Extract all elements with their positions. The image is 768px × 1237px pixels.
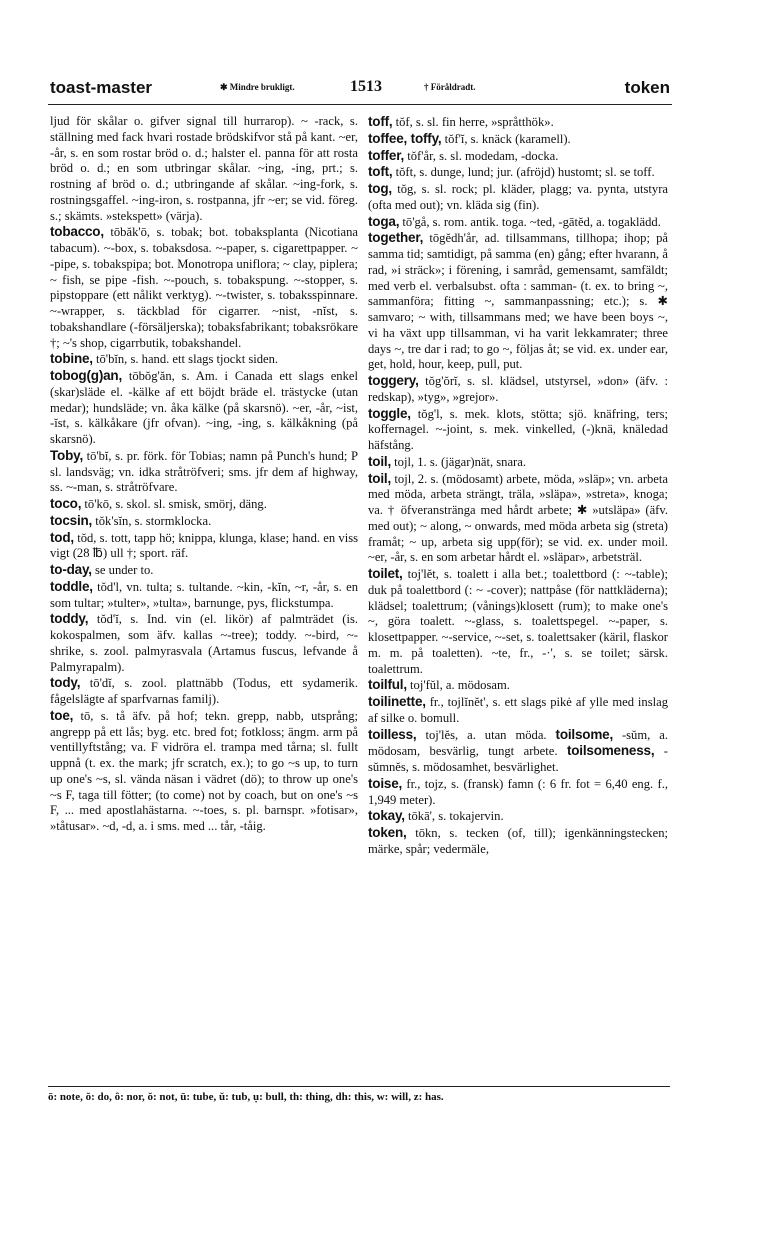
entry-headword: toilinette, <box>368 694 426 709</box>
entry-headword: toilsomeness, <box>566 743 655 759</box>
entry-headword: toddle, <box>50 578 93 594</box>
dictionary-entry <box>50 114 358 224</box>
entry-definition: tōbăk'ō, s. tobak; bot. tobaksplanta (Nicotiana tabacum). ~-box, s. tobaksdosa. ~-paper, s. cigarettpapper. ~ -pipe, s. tobakspipa; bot. Monotropa uniflora; ~ clay, piplera; ~ fish, se pipe -fish. ~-pouch, s. tobakspung. ~-stopper, s. pipstoppare (ett nålikt verktyg). ~-twister, s. tobaksspinnare. ~-wrapper, s. täckblad för cigarrer. ~nist, -nĭst, s. tobakshandlare (-försäljerska); tobaksfabrikant; tobaksrökare †; ~'s shop, cigarrbutik, tobakshandel. <box>50 225 358 350</box>
entry-definition: tŏk'sĭn, s. stormklocka. <box>92 513 212 528</box>
entry-headword: toilet, <box>368 566 403 581</box>
entry-definition: tōkā', s. tokajervin. <box>404 809 504 824</box>
dictionary-entry <box>50 562 358 579</box>
dictionary-entry <box>368 566 668 677</box>
entry-headword: toff, <box>368 114 393 129</box>
dictionary-entry <box>368 776 668 809</box>
entry-headword: toft, <box>368 164 393 180</box>
dictionary-entry <box>368 677 668 694</box>
entry-headword: tod, <box>50 529 74 545</box>
dictionary-entry <box>368 406 668 454</box>
entry-definition: tojl, 2. s. (mödosamt) arbete, möda, »släp»; vn. arbeta med möda, arbeta strängt, träla, »släpa», »streta», knoga; va. † öfveranstränga med hårdt arbete; ✱ »utsläpa» (äfv. med out); ~ along, ~ onwards, med möda arbeta sig (streta) framåt; ~ up, arbeta sig upp(för); se vid. ex. under moil. ~er, -år, s. en som arbetar hårdt el. »släpar», arbetsträl. <box>368 471 668 565</box>
entry-definition: tŏd'l, vn. tulta; s. tultande. ~kin, -kĭn, ~r, -år, s. en som tultar; »tulter», »tulta», barnunge, pys, flickstumpa. <box>50 579 358 610</box>
entry-headword: toggle, <box>368 405 411 421</box>
dictionary-entry <box>368 181 668 214</box>
dictionary-entry <box>368 808 668 825</box>
dictionary-entry <box>50 675 358 708</box>
entry-headword: toilful, <box>368 677 407 693</box>
entry-headword: toco, <box>50 496 82 511</box>
entry-definition: tŏg'ŏrĭ, s. sl. klädsel, utstyrsel, »don» (äfv. : redskap), »tyg», »grejor». <box>368 374 668 404</box>
dictionary-entry <box>50 708 358 835</box>
left-guide-word: toast-master <box>50 78 153 97</box>
entry-headword: toil, <box>368 453 391 469</box>
page-number: 1513 <box>350 78 382 95</box>
dictionary-column-left <box>50 114 358 835</box>
dictionary-entry <box>50 611 358 675</box>
dictionary-entry <box>50 530 358 563</box>
dictionary-entry <box>368 230 668 373</box>
entry-headword: tody, <box>50 675 81 691</box>
entry-definition: tōkn, s. tecken (of, till); igenkänningstecken; märke, spår; vedermäle, <box>368 826 668 856</box>
entry-definition: toj'lĕs, a. utan möda. <box>416 727 556 742</box>
entry-headword: Toby, <box>50 447 83 463</box>
entry-definition: tŏft, s. dunge, lund; jur. (afröjd) hustomt; sl. se toff. <box>392 165 655 180</box>
dictionary-entry <box>368 373 668 406</box>
entry-headword: toddy, <box>50 611 89 627</box>
dictionary-entry <box>368 164 668 181</box>
dictionary-entry <box>50 351 358 368</box>
entry-definition: -sŭmnĕs, s. mödosamhet, besvärlighet. <box>368 744 668 774</box>
right-guide-word: token <box>624 78 670 97</box>
dictionary-entry <box>50 496 358 513</box>
entry-headword: toe, <box>50 707 74 723</box>
entry-definition: tō'bĭ, s. pr. förk. för Tobias; namn på Punch's hund; P sl. landsväg; vn. idka stråtröfveri; sms. jfr dem af highway, ss. ~-man, s. stråtröfvare. <box>50 448 358 495</box>
entry-definition: tōbŏg'ăn, s. Am. i Canada ett slags enkel (skar)släde el. -kälke af ett böjdt bräde el. trästycke (utan medar); hundsläde; vn. åka kälke (på skarsnö). ~er, -år, ~ist, -ĭst, s. kälkåkare (jfr ofvan). ~ing, -ing, s. kälkåkning (på skarsnö). <box>50 369 358 446</box>
dictionary-entry <box>50 448 358 496</box>
entry-definition: se under to. <box>91 563 154 577</box>
footer-divider <box>48 1086 670 1087</box>
dictionary-entry <box>368 471 668 567</box>
dictionary-entry <box>50 224 358 351</box>
dictionary-entry <box>50 513 358 530</box>
entry-definition: tōgĕdh'år, ad. tillsammans, tillhopa; ihop; på samma tid; samtidigt, på samma (en) gång; efter hvarann, å rad, »i sträck»; i förening, i samråd, gemensamt, samfäldt; med verb el. verbalsubst. ofta : samman- (t. ex. to bring ~, sammanföra; fitting ~, sammanpassning; etc.); s. ✱ samvaro; ~ with, tillsammans med; we have been boys ~, vi ha växt upp tillsamman, vi ha varit lekkamrater; three days ~, tre dar i rad; to go ~, följas åt; se vid. ex. under ear, get, hold, hour, keep, pull, put. <box>368 231 668 372</box>
entry-definition: tō'gå, s. rom. antik. toga. ~ted, -gātĕd, a. togaklädd. <box>399 214 661 229</box>
entry-headword: toise, <box>368 775 403 791</box>
entry-headword: together, <box>368 230 424 246</box>
pronunciation-key: ō: note, ŏ: do, ȏ: nor, ŏ: not, ū: tube, ŭ: tub, ụ: bull, th: thing, dh: this, w: will, z: has. <box>48 1091 444 1103</box>
entry-definition: -sŭm, a. mödosam, besvärlig, tungt arbete. <box>368 727 668 759</box>
entry-definition: toj'lĕt, s. toalett i alla bet.; toalettbord (: ~-table); duk på toalettbord (: ~ -cover); nattpåse (för nattkläderna); klädsel; toalettrum; (vånings)klosett (rum); to make one's ~, göra toalett. ~-glass, s. toalettspegel. ~-paper, s. klosettpapper. ~-service, ~-set, s. toalettsaker (käril, flaskor m. m. på toaletten). ~te, fr., -·', s. se toilet; särsk. toalettrum. <box>368 567 668 676</box>
page-header <box>48 78 672 105</box>
obsolete-note: † Föråldradt. <box>424 82 476 92</box>
entry-headword: toga, <box>368 213 400 229</box>
entry-definition: tŏd'ĭ, s. Ind. vin (el. likör) af palmträdet (is. kokospalmen, som äfv. kallas ~-tree); toddy. ~-bird, ~-shrike, s. zool. palmyrasvala (Artamus fuscus, lefvande å Palmyrapalm). <box>50 612 358 674</box>
entry-definition: toj'fŭl, a. mödosam. <box>406 678 510 693</box>
entry-headword: toilsome, <box>555 726 613 742</box>
entry-headword: toil, <box>368 470 391 486</box>
entry-headword: tobine, <box>50 351 93 367</box>
entry-definition: tō'dĭ, s. zool. plattnäbb (Todus, ett sydamerik. fågelslägte af sparfvarnas familj). <box>50 676 358 706</box>
entry-definition: tŏf'ĭ, s. knäck (karamell). <box>441 131 571 146</box>
entry-headword: toffer, <box>368 147 405 163</box>
entry-headword: tocsin, <box>50 512 93 528</box>
entry-headword: token, <box>368 825 407 840</box>
entry-definition: tŏd, s. tott, tapp hö; knippa, klunga, klase; hand. en viss vigt (28 ℔) ull †; sport. räf. <box>50 530 358 561</box>
dictionary-entry <box>50 579 358 612</box>
entry-headword: tog, <box>368 181 392 196</box>
entry-definition: tojl, 1. s. (jägar)nät, snara. <box>391 454 526 469</box>
dictionary-entry <box>368 114 668 131</box>
entry-definition: fr., tojz, s. (fransk) famn (: 6 fr. fot = 6,40 eng. f., 1,949 meter). <box>368 776 668 807</box>
entry-definition: tŏg, s. sl. rock; pl. kläder, plagg; va. pynta, utstyra (ofta med out); vn. kläda sig (fin). <box>368 182 668 212</box>
entry-definition: fr., tojlĭnĕt', s. ett slags pikė af ylle med inslag af silke o. bomull. <box>368 695 668 725</box>
entry-headword: toilless, <box>368 726 417 742</box>
dictionary-entry <box>368 825 668 858</box>
dictionary-entry <box>368 694 668 727</box>
rare-usage-note: ✱ Mindre brukligt. <box>220 82 295 92</box>
entry-definition: tō'kō, s. skol. sl. smisk, smörj, däng. <box>81 497 267 511</box>
dictionary-entry <box>368 214 668 231</box>
dictionary-column-right <box>368 114 668 858</box>
entry-definition: tŏf, s. sl. fin herre, »språtthök». <box>392 115 554 129</box>
dictionary-entry <box>50 368 358 448</box>
entry-definition: ljud för skålar o. gifver signal till hurrarop). ~ -rack, s. ställning med fack hvari rostade brödskifvor stå på kant. ~er, -år, s. en som rostar bröd o. d.; halster el. panna för att rosta bröd o. d.; en som utbringar skålar. ~ing, -ing, prt.; s. rostning af bröd o. d.; utbringande af skålar. ~ing-fork, s. rostningsgaffel. ~ing-iron, s. rostpanna, jfr ~er; se vid. föreg. s.; skämts. »stekspett» (värja). <box>50 114 358 223</box>
entry-headword: toffee, toffy, <box>368 130 442 146</box>
dictionary-entry <box>368 148 668 165</box>
entry-definition: tŏf'år, s. sl. modedam, -docka. <box>404 148 559 163</box>
dictionary-entry <box>368 727 668 776</box>
entry-headword: to-day, <box>50 562 92 577</box>
entry-headword: toggery, <box>368 373 419 388</box>
entry-headword: tokay, <box>368 808 405 824</box>
entry-headword: tobog(g)an, <box>50 368 123 383</box>
entry-definition: tŏg'l, s. mek. klots, stötta; sjö. knäfring, ters; koffernagel. ~-joint, s. mek. vinkelled, (-)knä, knäledad häfstång. <box>368 406 668 452</box>
dictionary-entry <box>368 454 668 471</box>
entry-definition: tō, s. tå äfv. på hof; tekn. grepp, nabb, utsprång; angrepp på ett lås; byg. etc. bred fot; fotkloss; ängm. arm på ventillyftstång; va. F vidröra el. trampa med tårna; sl. fullt uppnå (t. ex. the mark; jfr scratch, ex.); to go ~s up, to turn up one's ~s, sl. vända näsan i vädret (dö); to throw up one's ~s F, taga till fötter; (to come) not by coach, but on one's ~s F, ... med apostlahästarna. ~-toes, s. pl. barnspr. »fotisar», »tåtusar». ~d, -d, a. i sms. med ... tår, -tåig. <box>50 708 358 833</box>
dictionary-entry <box>368 131 668 148</box>
entry-headword: tobacco, <box>50 224 104 240</box>
entry-definition: tō'bĭn, s. hand. ett slags tjockt siden. <box>92 352 279 367</box>
